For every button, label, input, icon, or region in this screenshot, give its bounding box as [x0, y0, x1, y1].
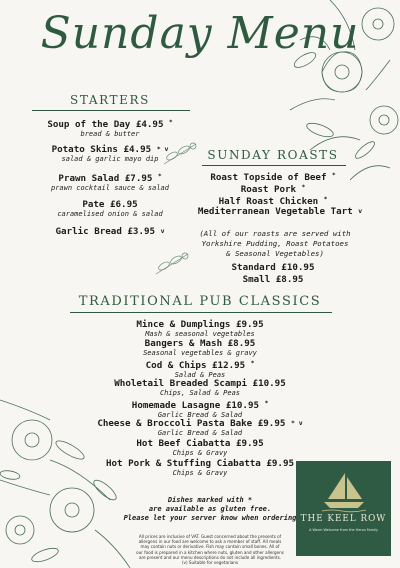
- classics-heading: TRADITIONAL PUB CLASSICS: [78, 294, 322, 309]
- sailboat-icon: [318, 471, 370, 513]
- item-description: bread & butter: [80, 130, 140, 138]
- starter-item: [20, 226, 200, 237]
- classic-item: [60, 398, 340, 420]
- item-name: Bangers & Mash £8.95: [144, 338, 256, 349]
- item-name: Cheese & Broccoli Pasta Bake £9.95: [97, 418, 286, 429]
- item-description: caramelised onion & salad: [57, 210, 163, 218]
- gluten-free-mark: *: [250, 360, 255, 367]
- item-name: Mediterranean Vegetable Tart: [197, 206, 353, 217]
- classic-item: [50, 418, 350, 438]
- item-name: Hot Beef Ciabatta £9.95: [136, 438, 264, 449]
- menu-title: Sunday Menu: [40, 8, 360, 59]
- classic-item: [60, 378, 340, 398]
- item-name: Soup of the Day £4.95: [47, 119, 164, 130]
- roasts-serving-note: [186, 229, 364, 259]
- note-line: (All of our roasts are served with: [199, 229, 351, 238]
- item-name: Mince & Dumplings £9.95: [136, 319, 264, 330]
- classic-item: [60, 438, 340, 458]
- starter-item: [20, 117, 200, 139]
- roasts-heading: SUNDAY ROASTS: [207, 148, 339, 162]
- classic-item: [60, 338, 340, 358]
- item-description: Garlic Bread & Salad: [157, 429, 243, 437]
- item-name: Potato Skins £4.95: [51, 144, 152, 155]
- gluten-free-mark: *: [264, 400, 269, 407]
- item-description: salad & garlic mayo dip: [61, 155, 159, 163]
- dietary-mark: v: [358, 207, 363, 215]
- roasts-divider: [202, 165, 346, 166]
- gluten-free-mark: *: [323, 196, 328, 203]
- classic-item: [60, 319, 340, 339]
- item-name: Garlic Bread £3.95: [55, 226, 156, 237]
- item-description: Chips & Gravy: [172, 449, 228, 457]
- item-description: Chips, Salad & Peas: [159, 389, 241, 397]
- starter-item: [20, 199, 200, 219]
- item-name: Roast Pork: [240, 184, 297, 195]
- gluten-free-mark: *: [169, 119, 173, 126]
- gf-line: are available as gluten free.: [148, 505, 272, 513]
- starter-item: [20, 144, 200, 164]
- item-name: Pate £6.95: [82, 199, 138, 210]
- roast-price-small: Small £8.95: [242, 274, 304, 285]
- classics-divider: [70, 312, 332, 313]
- item-description: Seasonal vegetables & gravy: [143, 349, 257, 357]
- item-name: Prawn Salad £7.95: [58, 173, 153, 184]
- gluten-free-note: [122, 496, 298, 523]
- dietary-mark: v: [160, 227, 165, 235]
- starters-divider: [32, 110, 190, 111]
- gluten-free-mark: *: [332, 172, 336, 179]
- item-name: Hot Pork & Stuffing Ciabatta £9.95: [105, 458, 295, 469]
- item-description: Salad & Peas: [174, 371, 226, 379]
- logo-tagline: A Warm Welcome from the Heron Family: [309, 528, 378, 532]
- item-name: Homemade Lasagne £10.95: [131, 400, 260, 411]
- logo-name: THE KEEL ROW: [300, 514, 387, 524]
- starter-item: [20, 171, 200, 193]
- gluten-free-mark: *: [301, 184, 306, 191]
- dietary-mark: * v: [290, 419, 303, 427]
- dietary-mark: * v: [156, 145, 169, 153]
- note-line: & Seasonal Vegetables): [226, 249, 324, 258]
- item-description: Chips & Gravy: [172, 469, 228, 477]
- roast-price-standard: Standard £10.95: [231, 262, 315, 273]
- gf-line: Dishes marked with *: [167, 496, 253, 504]
- item-name: Roast Topside of Beef: [210, 172, 327, 183]
- roast-item: [180, 206, 380, 217]
- allergen-disclaimer: All prices are inclusive of VAT. Guest concerned about the presents of allergens in our food are welcome to ask a member of staff. All meals may contain nuts or derivative. Fish may contain small bones. All of our food is prepared in a kitchen where nuts, gluten and other allergens are present and our menu descriptions do not include all ingredients. (v) Suitable for vegetarians: [136, 534, 284, 566]
- item-description: Mash & seasonal vegetables: [145, 330, 255, 338]
- note-line: Yorkshire Pudding, Roast Potatoes: [201, 239, 349, 248]
- gluten-free-mark: *: [157, 173, 162, 180]
- item-name: Half Roast Chicken: [218, 196, 319, 207]
- keel-row-logo: [296, 461, 391, 556]
- item-description: Garlic Bread & Salad: [157, 411, 243, 419]
- classic-item: [60, 358, 340, 380]
- starters-heading: STARTERS: [70, 93, 150, 107]
- item-name: Wholetail Breaded Scampi £10.95: [114, 378, 286, 389]
- item-description: prawn cocktail sauce & salad: [50, 184, 169, 192]
- gf-line: Please let your server know when ordering: [123, 514, 297, 522]
- item-name: Cod & Chips £12.95: [145, 360, 246, 371]
